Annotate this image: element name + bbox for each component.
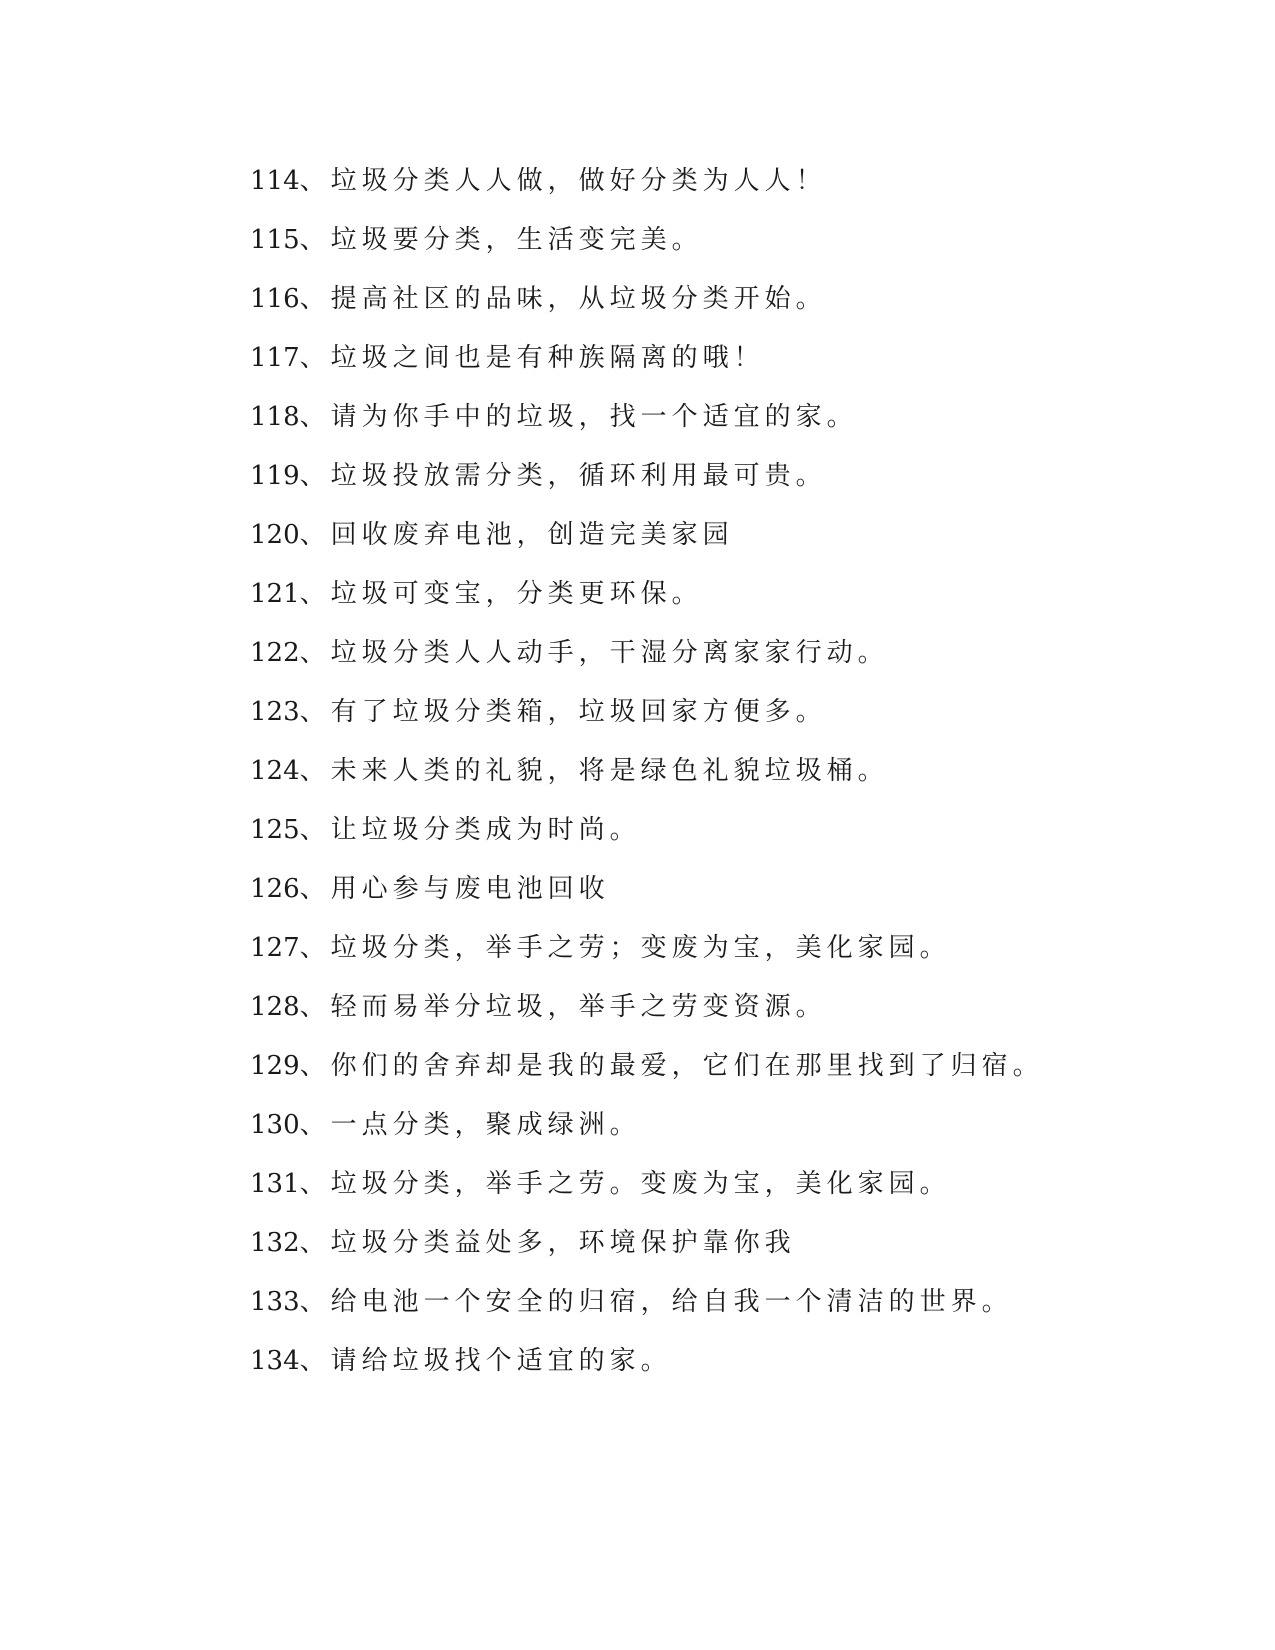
item-separator: 、	[299, 1228, 331, 1258]
item-text: 用心参与废电池回收	[330, 874, 610, 904]
item-separator: 、	[299, 815, 331, 845]
list-item	[250, 1220, 1150, 1279]
item-separator: 、	[299, 697, 331, 727]
item-text: 请给垃圾找个适宜的家。	[330, 1346, 672, 1376]
item-number: 133	[250, 1287, 300, 1317]
item-number: 119	[250, 461, 300, 491]
item-separator: 、	[299, 1169, 331, 1199]
item-number: 130	[250, 1110, 300, 1140]
item-number: 118	[250, 402, 300, 432]
item-text: 有了垃圾分类箱，垃圾回家方便多。	[330, 697, 827, 727]
list-item	[250, 689, 1150, 748]
item-separator: 、	[299, 402, 331, 432]
item-text: 你们的舍弃却是我的最爱，它们在那里找到了归宿。	[330, 1051, 1044, 1081]
item-text: 垃圾分类人人做，做好分类为人人！	[330, 166, 827, 196]
item-separator: 、	[299, 1346, 331, 1376]
list-item	[250, 1338, 1150, 1397]
item-number: 114	[250, 166, 300, 196]
item-text: 让垃圾分类成为时尚。	[330, 815, 641, 845]
item-text: 回收废弃电池，创造完美家园	[330, 520, 734, 550]
item-text: 轻而易举分垃圾，举手之劳变资源。	[330, 992, 827, 1022]
item-number: 127	[250, 933, 300, 963]
item-number: 129	[250, 1051, 300, 1081]
item-number: 120	[250, 520, 300, 550]
list-item	[250, 394, 1150, 453]
item-text: 垃圾投放需分类，循环利用最可贵。	[330, 461, 827, 491]
item-text: 垃圾分类益处多，环境保护靠你我	[330, 1228, 796, 1258]
item-text: 垃圾分类，举手之劳；变废为宝，美化家园。	[330, 933, 951, 963]
list-item	[250, 1279, 1150, 1338]
item-number: 115	[250, 225, 300, 255]
list-item	[250, 335, 1150, 394]
item-separator: 、	[299, 461, 331, 491]
item-separator: 、	[299, 520, 331, 550]
item-separator: 、	[299, 933, 331, 963]
item-separator: 、	[299, 225, 331, 255]
item-number: 121	[250, 579, 300, 609]
list-item	[250, 1102, 1150, 1161]
item-text: 未来人类的礼貌，将是绿色礼貌垃圾桶。	[330, 756, 889, 786]
item-separator: 、	[299, 1287, 331, 1317]
item-text: 一点分类，聚成绿洲。	[330, 1110, 641, 1140]
item-separator: 、	[299, 166, 331, 196]
item-text: 垃圾之间也是有种族隔离的哦！	[330, 343, 765, 373]
list-item	[250, 748, 1150, 807]
slogan-list	[250, 158, 1150, 1397]
item-separator: 、	[299, 579, 331, 609]
list-item	[250, 1161, 1150, 1220]
list-item	[250, 158, 1150, 217]
item-separator: 、	[299, 1110, 331, 1140]
item-separator: 、	[299, 992, 331, 1022]
item-text: 垃圾要分类，生活变完美。	[330, 225, 703, 255]
item-number: 126	[250, 874, 300, 904]
item-number: 116	[250, 284, 300, 314]
item-text: 提高社区的品味，从垃圾分类开始。	[330, 284, 827, 314]
item-number: 117	[250, 343, 300, 373]
item-number: 124	[250, 756, 300, 786]
list-item	[250, 276, 1150, 335]
item-number: 131	[250, 1169, 300, 1199]
list-item	[250, 571, 1150, 630]
item-text: 垃圾可变宝，分类更环保。	[330, 579, 703, 609]
item-separator: 、	[299, 1051, 331, 1081]
item-number: 132	[250, 1228, 300, 1258]
list-item	[250, 217, 1150, 276]
item-text: 请为你手中的垃圾，找一个适宜的家。	[330, 402, 858, 432]
item-number: 122	[250, 638, 300, 668]
item-number: 128	[250, 992, 300, 1022]
item-separator: 、	[299, 638, 331, 668]
item-separator: 、	[299, 284, 331, 314]
item-separator: 、	[299, 343, 331, 373]
list-item	[250, 630, 1150, 689]
list-item	[250, 807, 1150, 866]
list-item	[250, 1043, 1150, 1102]
item-number: 134	[250, 1346, 300, 1376]
list-item	[250, 453, 1150, 512]
item-separator: 、	[299, 874, 331, 904]
list-item	[250, 925, 1150, 984]
item-text: 给电池一个安全的归宿，给自我一个清洁的世界。	[330, 1287, 1013, 1317]
list-item	[250, 984, 1150, 1043]
item-separator: 、	[299, 756, 331, 786]
item-text: 垃圾分类人人动手，干湿分离家家行动。	[330, 638, 889, 668]
item-number: 123	[250, 697, 300, 727]
list-item	[250, 866, 1150, 925]
item-text: 垃圾分类，举手之劳。变废为宝，美化家园。	[330, 1169, 951, 1199]
list-item	[250, 512, 1150, 571]
item-number: 125	[250, 815, 300, 845]
